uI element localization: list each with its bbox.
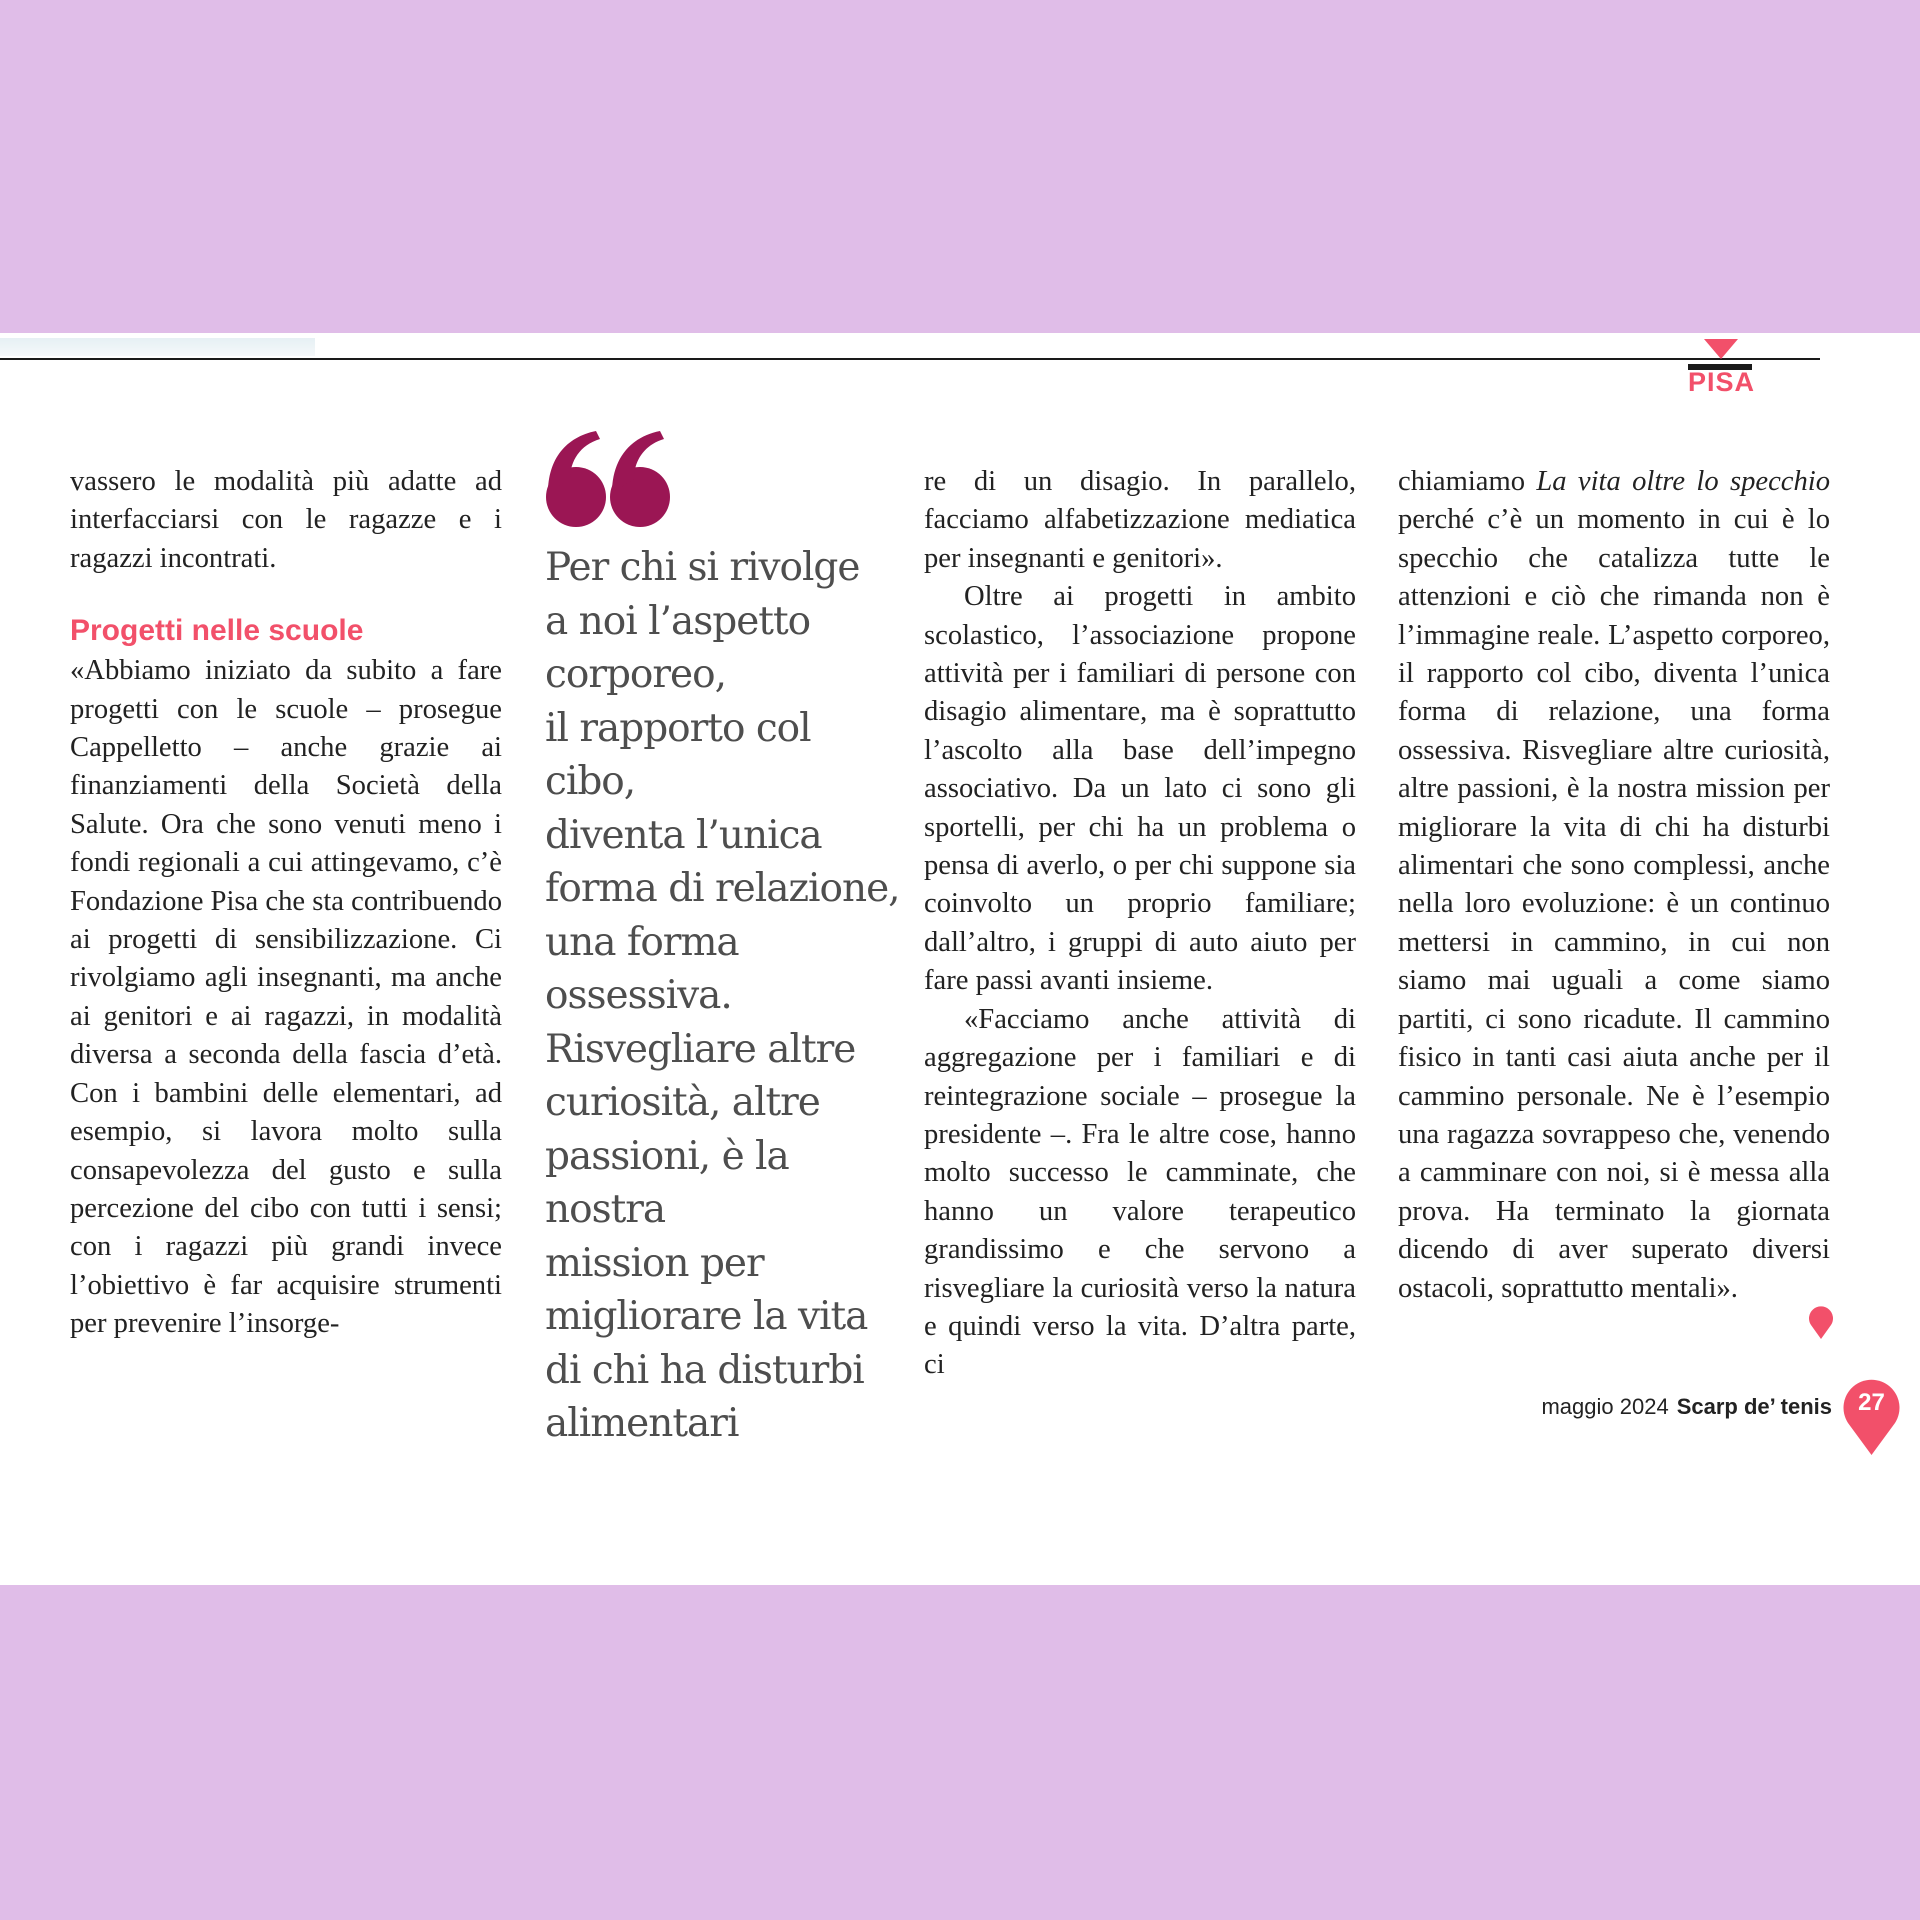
paragraph bbox=[1398, 463, 1830, 1308]
paragraph: «Abbiamo iniziato da subito a fare progetti con le scuole – prosegue Cappelletto – anche grazie ai finanziamenti della Società della Salute. Ora che sono venuti meno i fondi regionali a cui attingevamo, c’è Fondazione Pisa che sta contribuendo ai progetti di sensibilizzazione. Ci rivolgiamo agli insegnanti, ma anche ai genitori e ai ragazzi, in modalità diversa a seconda della fascia d’età. Con i bambini delle elementari, ad esempio, si lavora molto sulla consapevolezza del gusto e sulla percezione del cibo con tutti i sensi; con i ragazzi più grandi invece l’obiettivo è far acquisire strumenti per prevenire l’insorge- bbox=[70, 655, 502, 1340]
text-run: chiamiamo bbox=[1398, 466, 1537, 497]
paragraph: vassero le modalità più adatte ad interfacciarsi con le ragazze e i ragazzi incontrati. bbox=[70, 466, 502, 574]
issue-date: maggio 2024 bbox=[1541, 1394, 1669, 1419]
location-pin-icon bbox=[1704, 339, 1738, 359]
header-rule bbox=[0, 358, 1820, 360]
end-marker-pin-icon bbox=[1808, 1305, 1834, 1339]
section-label: PISA bbox=[1688, 367, 1756, 397]
paragraph: Oltre ai progetti in ambito scolastico, l’associazione propone attività per i familiari di persone con disagio alimentare, ma è soprattutto l’ascolto alla base dell’impegno associativo. Da un lato ci sono gli sportelli, per chi ha un problema o pensa di averlo, o per chi suppone sia coinvolto un proprio familiare; dall’altro, i gruppi di auto aiuto per fare passi avanti insieme. bbox=[924, 581, 1356, 997]
quotation-mark-icon bbox=[544, 431, 674, 529]
page-number-badge bbox=[1843, 1379, 1900, 1455]
paragraph: re di un disagio. In parallelo, facciamo alfabetizzazione mediatica per insegnanti e genitori». bbox=[924, 466, 1356, 574]
subheading: Progetti nelle scuole bbox=[70, 614, 364, 648]
text-run: perché c’è un momento in cui è lo specchio che catalizza tutte le attenzioni e ciò che rimanda non è l’immagine reale. L’aspetto corporeo, il rapporto col cibo, diventa l’unica forma di relazione, una forma ossessiva. Risvegliare altre curiosità, altre passioni, è la nostra mission per migliorare la vita di chi ha disturbi alimentari che sono complessi, anche nella loro evoluzione: è un continuo mettersi in cammino, in cui non siamo mai uguali a come siamo partiti, ci sono ricadute. Il cammino fisico in tanti casi aiuta anche per il cammino personale. Ne è l’esempio una ragazza sovrappeso che, venendo a camminare con noi, si è messa alla prova. Ha terminato la giornata dicendo di aver superato diversi ostacoli, soprattutto mentali». bbox=[1398, 504, 1830, 1304]
page-footer bbox=[1400, 1394, 1832, 1420]
header-fade-strip bbox=[0, 338, 315, 356]
page-number: 27 bbox=[1858, 1389, 1885, 1416]
paragraph: «Facciamo anche attività di aggregazione per i familiari e di reintegrazione sociale – prosegue la presidente –. Fra le altre cose, hanno molto successo le camminate, che hanno un valore terapeutico grandissimo e che servono a risvegliare la curiosità verso la natura e quindi verso la vita. D’altra parte, ci bbox=[924, 1003, 1356, 1381]
magazine-name: Scarp de’ tenis bbox=[1676, 1394, 1832, 1419]
bottom-background-band bbox=[0, 1585, 1920, 1920]
top-background-band bbox=[0, 0, 1920, 333]
magazine-page bbox=[0, 333, 1920, 1585]
article-column-4 bbox=[1398, 463, 1830, 1308]
pull-quote: Per chi si rivolge a noi l’aspetto corporeo, il rapporto col cibo, diventa l’unica forma di relazione, una forma ossessiva. Risvegliare altre curiosità, altre passioni, è la nostra mission per migliorare la vita di chi ha disturbi alimentari bbox=[545, 545, 900, 1446]
article-column-3 bbox=[924, 463, 1356, 1385]
article-column-1 bbox=[70, 463, 502, 1344]
project-title: La vita oltre lo specchio bbox=[1536, 466, 1831, 497]
